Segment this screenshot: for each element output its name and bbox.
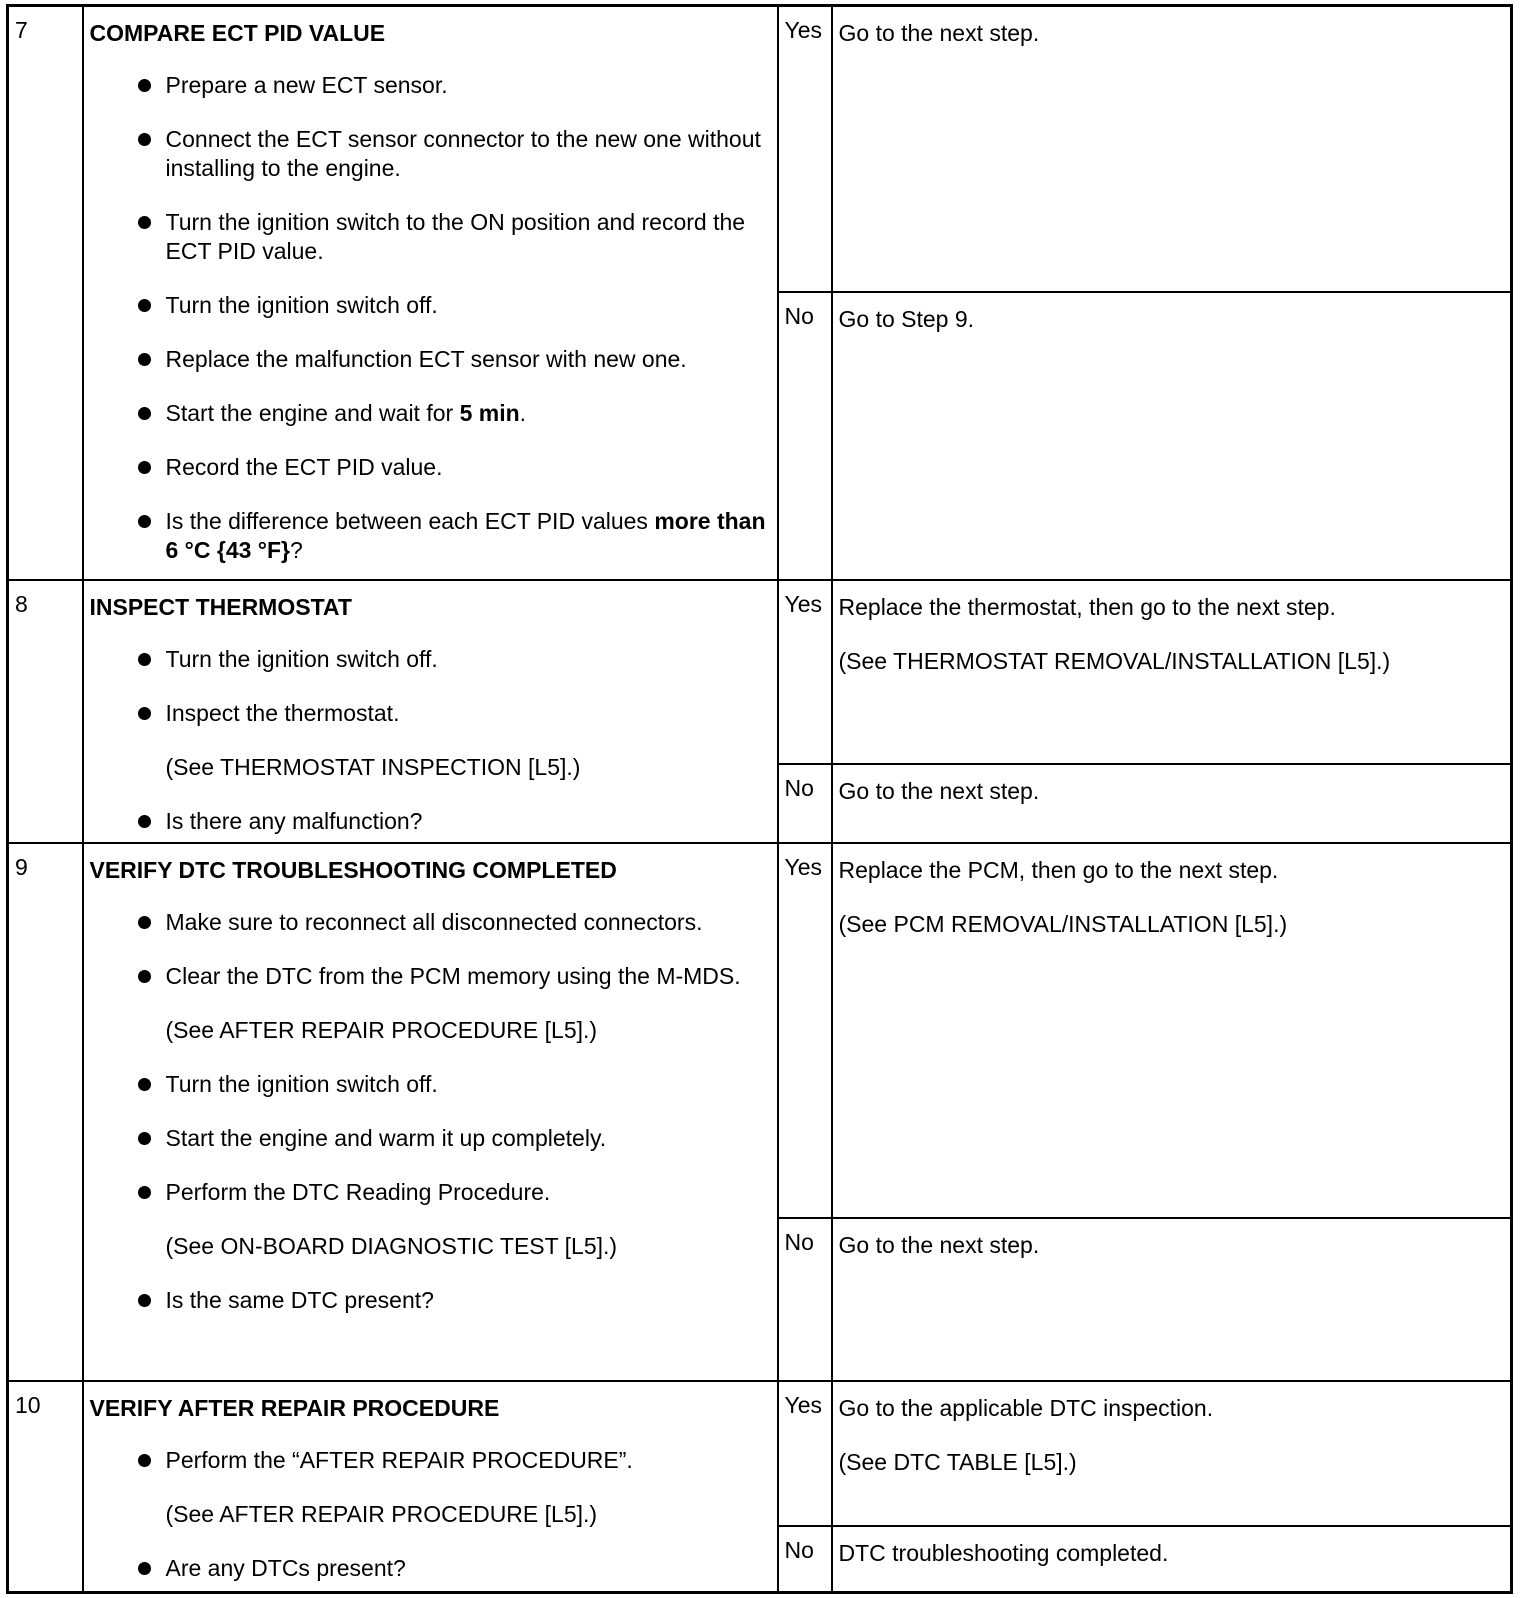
bullet-item — [90, 645, 769, 674]
bullet-item — [90, 507, 769, 565]
bullet-icon — [138, 515, 151, 528]
bullet-icon — [138, 653, 151, 666]
no-action — [832, 1526, 1512, 1593]
bullet-text: Is the same DTC present? — [165, 1286, 434, 1313]
action-text: Go to the next step. — [838, 777, 1040, 804]
action-reference: (See THERMOSTAT REMOVAL/INSTALLATION [L5].) — [838, 648, 1391, 675]
bullet-icon — [138, 1132, 151, 1145]
bullet-text: Turn the ignition switch off. — [165, 1070, 438, 1097]
step-10-yes-row — [8, 1381, 1512, 1525]
bullet-item — [90, 962, 769, 991]
step-title: VERIFY DTC TROUBLESHOOTING COMPLETED — [89, 856, 617, 883]
yes-label: Yes — [778, 1381, 832, 1525]
bullet-text — [166, 508, 766, 563]
bullet-item — [90, 291, 769, 320]
action-text: Go to Step 9. — [838, 306, 975, 333]
bullet-icon — [138, 353, 151, 366]
action-text: DTC troubleshooting completed. — [838, 1539, 1169, 1566]
step-number: 9 — [8, 843, 83, 1382]
reference-note: (See AFTER REPAIR PROCEDURE [L5].) — [165, 1016, 598, 1043]
step-9-inspection — [83, 843, 778, 1382]
bullet-item — [90, 1178, 769, 1207]
bullet-icon — [138, 1562, 151, 1575]
bullet-icon — [138, 707, 151, 720]
bullet-text: Turn the ignition switch off. — [165, 292, 438, 318]
bullet-item — [90, 399, 769, 428]
bullet-item — [90, 71, 769, 100]
bullet-item — [90, 1070, 769, 1099]
step-7-inspection — [83, 6, 778, 581]
bullet-item — [90, 208, 769, 266]
bullet-icon — [138, 1454, 151, 1467]
action-text: Go to the next step. — [838, 1231, 1040, 1258]
step-number: 10 — [8, 1381, 83, 1592]
bullet-text-bold: 5 min — [459, 400, 520, 426]
bullet-icon — [138, 815, 151, 828]
bullet-item — [90, 1554, 769, 1583]
bullet-text: Turn the ignition switch to the ON position and record the ECT PID value. — [165, 209, 746, 264]
no-label: No — [778, 1218, 832, 1381]
step-10-inspection — [83, 1381, 778, 1592]
bullet-icon — [138, 407, 151, 420]
yes-action — [832, 1381, 1512, 1525]
bullet-text: Make sure to reconnect all disconnected connectors. — [165, 908, 703, 935]
bullet-item — [90, 699, 769, 728]
bullet-icon — [138, 970, 151, 983]
bullet-icon — [138, 1078, 151, 1091]
bullet-text: Clear the DTC from the PCM memory using the M-MDS. — [165, 962, 741, 989]
bullet-text: Connect the ECT sensor connector to the new one without installing to the engine. — [165, 126, 761, 181]
yes-action — [832, 580, 1512, 764]
bullet-icon — [138, 916, 151, 929]
bullet-text: Prepare a new ECT sensor. — [165, 72, 448, 98]
bullet-icon — [138, 216, 151, 229]
step-8-inspection — [83, 580, 778, 843]
step-title: COMPARE ECT PID VALUE — [89, 20, 386, 46]
no-action — [832, 1218, 1512, 1381]
action-text: Replace the thermostat, then go to the next step. — [838, 594, 1336, 621]
bullet-item — [90, 1446, 769, 1475]
bullet-text-part: . — [519, 400, 527, 426]
yes-label: Yes — [778, 6, 832, 293]
bullet-text-part: ? — [290, 537, 303, 563]
bullet-item — [90, 908, 769, 937]
action-text: Go to the next step. — [838, 20, 1040, 46]
bullet-item — [90, 345, 769, 374]
yes-action — [832, 843, 1512, 1218]
step-number: 7 — [8, 6, 83, 581]
bullet-item — [90, 1286, 769, 1315]
bullet-text: Record the ECT PID value. — [165, 454, 443, 480]
bullet-icon — [138, 299, 151, 312]
yes-label: Yes — [778, 843, 832, 1218]
no-action — [832, 764, 1512, 843]
no-label: No — [778, 1526, 832, 1593]
yes-action — [832, 6, 1512, 293]
no-label: No — [778, 292, 832, 580]
bullet-text: Turn the ignition switch off. — [165, 646, 438, 673]
bullet-icon — [138, 461, 151, 474]
action-text: Replace the PCM, then go to the next step. — [838, 856, 1279, 883]
bullet-icon — [138, 79, 151, 92]
no-label: No — [778, 764, 832, 843]
step-7-yes-row — [8, 6, 1512, 293]
yes-label: Yes — [778, 580, 832, 764]
step-number: 8 — [8, 580, 83, 843]
bullet-item — [90, 1124, 769, 1153]
bullet-text: Replace the malfunction ECT sensor with new one. — [165, 346, 687, 372]
action-reference: (See DTC TABLE [L5].) — [838, 1449, 1077, 1476]
bullet-text-bold: more than 6 °C {43 °F} — [165, 508, 766, 563]
bullet-text: Is there any malfunction? — [165, 808, 423, 835]
bullet-text: Perform the “AFTER REPAIR PROCEDURE”. — [165, 1447, 633, 1474]
action-text: Go to the applicable DTC inspection. — [838, 1395, 1214, 1422]
bullet-text: Perform the DTC Reading Procedure. — [165, 1178, 551, 1205]
no-action — [832, 292, 1512, 580]
bullet-text — [166, 400, 527, 426]
reference-note: (See ON-BOARD DIAGNOSTIC TEST [L5].) — [165, 1232, 618, 1259]
troubleshooting-table — [6, 4, 1513, 1594]
step-title: INSPECT THERMOSTAT — [89, 594, 352, 621]
bullet-item — [90, 125, 769, 183]
bullet-text-part: Start the engine and wait for — [165, 400, 460, 426]
step-title: VERIFY AFTER REPAIR PROCEDURE — [89, 1395, 500, 1422]
bullet-text: Are any DTCs present? — [165, 1555, 406, 1582]
bullet-icon — [138, 133, 151, 146]
bullet-item — [90, 453, 769, 482]
bullet-icon — [138, 1294, 151, 1307]
bullet-text: Start the engine and warm it up completely. — [165, 1124, 607, 1151]
bullet-item — [90, 807, 769, 836]
step-8-yes-row — [8, 580, 1512, 764]
reference-note: (See AFTER REPAIR PROCEDURE [L5].) — [165, 1501, 598, 1528]
bullet-text: Inspect the thermostat. — [165, 700, 400, 727]
reference-note: (See THERMOSTAT INSPECTION [L5].) — [165, 754, 581, 781]
bullet-text-part: Is the difference between each ECT PID values — [165, 508, 655, 534]
step-9-yes-row — [8, 843, 1512, 1218]
action-reference: (See PCM REMOVAL/INSTALLATION [L5].) — [838, 910, 1288, 937]
bullet-icon — [138, 1186, 151, 1199]
